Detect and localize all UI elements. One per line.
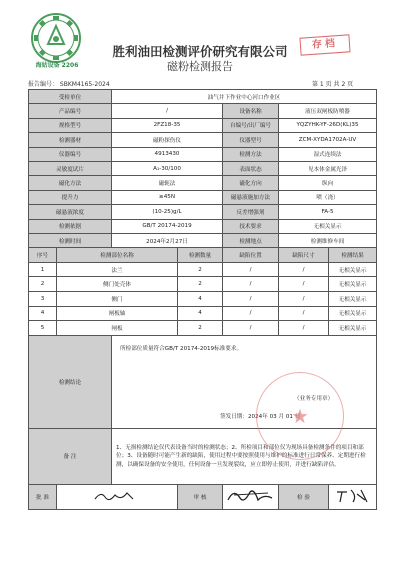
- review-label: 审 核: [178, 484, 223, 509]
- item-defect-len: /: [279, 262, 329, 277]
- item-result: 无相关显示: [329, 321, 377, 336]
- approve-signature: [57, 484, 178, 509]
- inspect-signature: [329, 484, 377, 509]
- entrusted-unit-label: 受检单位: [29, 90, 112, 104]
- items-header-row: [29, 248, 377, 263]
- row-lift: [29, 190, 377, 204]
- approve-signature-scribble: [87, 487, 147, 505]
- magnetize-dir-label: 磁化方向: [223, 176, 279, 190]
- item-seq: 2: [29, 277, 57, 292]
- row-method: [29, 133, 377, 147]
- col-defect-pos: 缺陷位置: [223, 248, 279, 263]
- detect-method-label: 检测方法: [223, 147, 279, 161]
- item-result: 无相关显示: [329, 277, 377, 292]
- self-no-label: 自编号/出厂编号: [223, 118, 279, 132]
- row-magnetize: [29, 176, 377, 190]
- spec-value: 2FZ18-35: [112, 118, 223, 132]
- review-signature: [223, 484, 279, 509]
- item-part: 法兰: [57, 262, 178, 277]
- magnetize-value: 磁轭法: [112, 176, 223, 190]
- conclusion-text: 所检部位质量符合GB/T 20174-2019标准要求。: [120, 345, 243, 352]
- review-signature-scribble: [224, 486, 278, 506]
- item-part: 侧门处壳体: [57, 277, 178, 292]
- instrument-model-value: ZCM-XYDA1702A-UV: [279, 133, 377, 147]
- method-label: 检测器材: [29, 133, 112, 147]
- item-result: 无相关显示: [329, 306, 377, 321]
- device-name-value: 液压双闸板防喷器: [279, 104, 377, 118]
- row-standard: [29, 219, 377, 233]
- spec-label: 规格型号: [29, 118, 112, 132]
- item-defect-len: /: [279, 292, 329, 307]
- item-defect-len: /: [279, 306, 329, 321]
- item-defect-pos: /: [223, 277, 279, 292]
- col-defect-len: 缺陷尺寸: [279, 248, 329, 263]
- self-no-value: YQZYHK-YF-26D(KL)35: [279, 118, 377, 132]
- col-result: 检测结果: [329, 248, 377, 263]
- item-seq: 5: [29, 321, 57, 336]
- item-seq: 3: [29, 292, 57, 307]
- approve-label: 批 准: [29, 484, 57, 509]
- notes-text: 1、无损检测结论仅代表设备当时的检测状态；2、所检项目和部位仅为现场具备检测条件的项目和部位；3、设备随时可能产生新的缺陷，使用过程中要按照使用与维护的标准进行日常保养、定期进行检测，以确保设备的安全使用，任何设备一旦发现裂纹，应立即停止使用，并进行缺陷评估。: [112, 428, 377, 484]
- device-name-label: 设备名称: [223, 104, 279, 118]
- instrument-no-label: 仪器编号: [29, 147, 112, 161]
- instrument-model-label: 仪器型号: [223, 133, 279, 147]
- item-seq: 4: [29, 306, 57, 321]
- item-part: 侧门: [57, 292, 178, 307]
- item-qty: 2: [178, 262, 223, 277]
- inspection-seal: [256, 372, 344, 460]
- row-signatures: [29, 484, 377, 509]
- place-label: 检测地点: [223, 233, 279, 247]
- table-row: [29, 277, 377, 292]
- table-row: [29, 262, 377, 277]
- lift-label: 提升力: [29, 190, 112, 204]
- entrusted-unit-value: 油气井下作业中心河口作业区: [112, 90, 377, 104]
- lift-value: ≥45N: [112, 190, 223, 204]
- susp-conc-label: 磁悬液浓度: [29, 205, 112, 219]
- col-part: 检测部位名称: [57, 248, 178, 263]
- item-defect-len: /: [279, 321, 329, 336]
- magnetize-label: 磁化方法: [29, 176, 112, 190]
- col-seq: 序号: [29, 248, 57, 263]
- contrast-value: FA-5: [279, 205, 377, 219]
- item-qty: 2: [178, 321, 223, 336]
- tech-req-label: 技术要求: [223, 219, 279, 233]
- standard-value: GB/T 20174-2019: [112, 219, 223, 233]
- susp-apply-value: 喷（浇）: [279, 190, 377, 204]
- date-value: 2024年2月27日: [112, 233, 223, 247]
- item-result: 无相关显示: [329, 292, 377, 307]
- susp-apply-label: 磁悬液施加方法: [223, 190, 279, 204]
- item-result: 无相关显示: [329, 262, 377, 277]
- conclusion-label: 检测结论: [29, 335, 112, 428]
- issue-date: 签发日期：2024年 03 月 01 日: [220, 413, 301, 420]
- table-row: [29, 321, 377, 336]
- row-instrument: [29, 147, 377, 161]
- seal-note: （业务专用章）: [294, 395, 334, 402]
- company-name: 胜利油田检测评价研究有限公司: [112, 44, 288, 59]
- row-entrusted-unit: [29, 90, 377, 104]
- col-qty: 检测数量: [178, 248, 223, 263]
- magnetize-dir-value: 纵向: [279, 176, 377, 190]
- product-no-label: 产品编号: [29, 104, 112, 118]
- row-spec: [29, 118, 377, 132]
- item-qty: 2: [178, 277, 223, 292]
- item-qty: 4: [178, 292, 223, 307]
- item-part: 闸板: [57, 321, 178, 336]
- surface-label: 表面状态: [223, 161, 279, 175]
- row-sensitivity: [29, 161, 377, 175]
- product-no-value: /: [112, 104, 223, 118]
- inspect-label: 检 验: [279, 484, 329, 509]
- tech-req-value: 无相关显示: [279, 219, 377, 233]
- report-title: 磁粉检测报告: [167, 60, 233, 73]
- place-value: 检测维修车间: [279, 233, 377, 247]
- item-defect-pos: /: [223, 292, 279, 307]
- seal-star-icon: ★: [291, 404, 309, 428]
- archive-stamp: 存档: [299, 34, 350, 55]
- instrument-no-value: 4913430: [112, 147, 223, 161]
- table-row: [29, 306, 377, 321]
- row-date: [29, 233, 377, 247]
- susp-conc-value: (10-25)g/L: [112, 205, 223, 219]
- logo-caption: 海姑设备 2206: [35, 62, 79, 69]
- item-defect-len: /: [279, 277, 329, 292]
- company-logo: [30, 12, 82, 64]
- item-seq: 1: [29, 262, 57, 277]
- date-label: 检测时间: [29, 233, 112, 247]
- surface-value: 见本体金属光泽: [279, 161, 377, 175]
- page-number: 第 1 页 共 2 页: [312, 81, 354, 88]
- detect-method-value: 湿式连续法: [279, 147, 377, 161]
- row-suspension: [29, 205, 377, 219]
- item-defect-pos: /: [223, 306, 279, 321]
- standard-label: 检测依据: [29, 219, 112, 233]
- contrast-label: 反差增强剂: [223, 205, 279, 219]
- sensitivity-value: A₁-30/100: [112, 161, 223, 175]
- inspect-signature-scribble: [331, 486, 375, 506]
- item-defect-pos: /: [223, 321, 279, 336]
- table-row: [29, 292, 377, 307]
- row-product: [29, 104, 377, 118]
- sensitivity-label: 灵敏度试片: [29, 161, 112, 175]
- report-number: 报告编号： SBKM4165-2024: [28, 81, 110, 88]
- item-defect-pos: /: [223, 262, 279, 277]
- item-part: 闸板轴: [57, 306, 178, 321]
- notes-label: 备 注: [29, 428, 112, 484]
- method-value: 磁粉探伤仪: [112, 133, 223, 147]
- item-qty: 4: [178, 306, 223, 321]
